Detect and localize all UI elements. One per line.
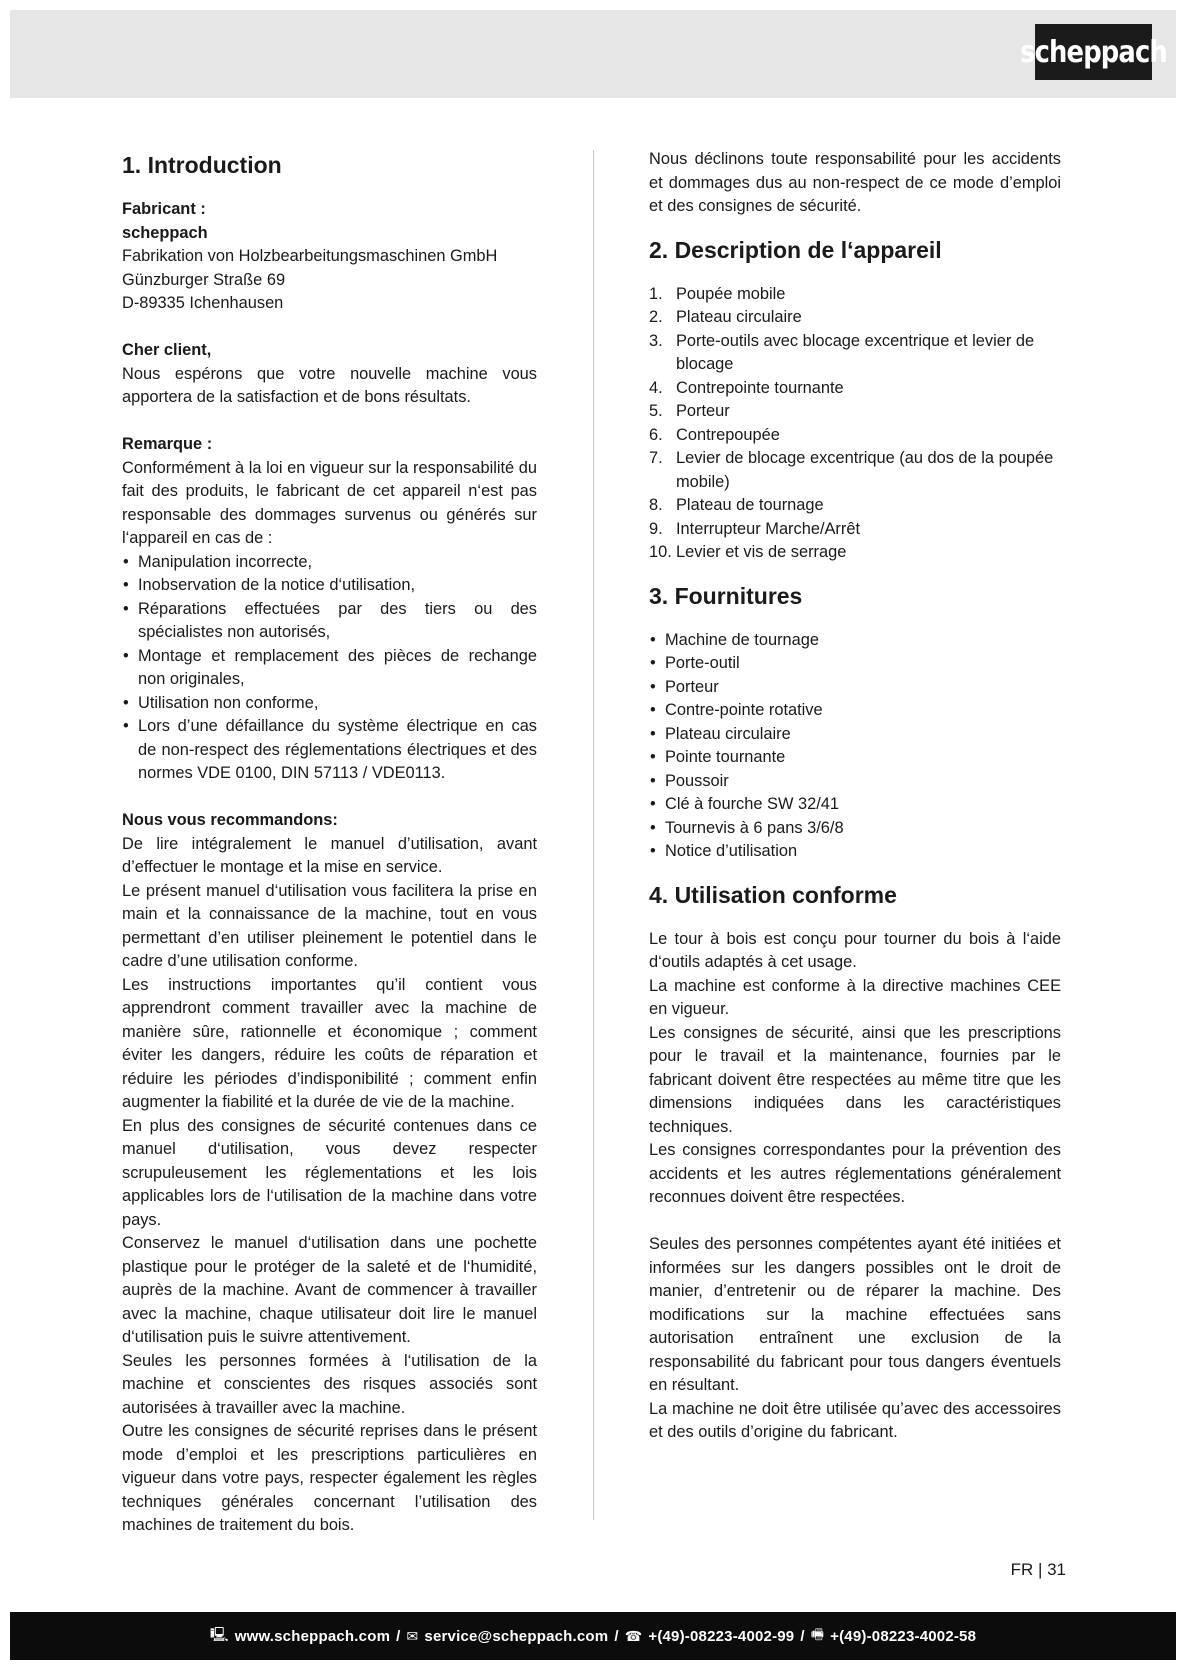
item-text: Levier et vis de serrage: [676, 543, 847, 561]
description-item: [649, 283, 1061, 307]
use-paragraph: Seules des personnes compétentes ayant été initiées et informées sur les dangers possibles ont le droit de manier, d’entretenir ou de réparer la machine. Des modifications sur la machine effectuées sans autorisation entraînent une exclusion de la responsabilité du fabricant pour tous dangers éventuels en résultant.: [649, 1235, 1061, 1394]
right-column: [649, 148, 1061, 1445]
scheppach-logo: scheppach: [1035, 24, 1152, 80]
client-label: Cher client,: [122, 341, 212, 359]
recommend-paragraph: En plus des consignes de sécurité contenues dans ce manuel d‘utilisation, vous devez respecter scrupuleusement les réglementations et les lois applicables lors de l‘utilisation de la machine dans votre pays.: [122, 1116, 537, 1229]
remark-list-item: • Manipulation incorrecte,: [122, 551, 537, 575]
description-item: [649, 377, 1061, 401]
recommend-paragraph: Conservez le manuel d‘utilisation dans une pochette plastique pour le protéger de la saleté et de l‘humidité, auprès de la machine. Avant de commencer à travailler avec la machine, chaque utilisateur doit lire le manuel d‘utilisation puis le suivre attentivement.: [122, 1234, 537, 1346]
header-band: [10, 10, 1176, 98]
section-title-use: 4. Utilisation conforme: [649, 881, 897, 908]
footer-phone: +(49)-08223-4002-99: [648, 1627, 795, 1645]
item-text: Poupée mobile: [676, 284, 786, 303]
description-item: [649, 424, 1061, 448]
use-paragraph: La machine est conforme à la directive machines CEE en vigueur.: [649, 976, 1061, 1018]
footer-separator: /: [800, 1627, 805, 1645]
item-text: Plateau de tournage: [676, 496, 824, 514]
item-number: 6.: [649, 425, 663, 444]
footer-bar: [10, 1612, 1176, 1660]
recommend-paragraph: Les instructions importantes qu’il contient vous apprendront comment travailler avec la machine de manière sûre, rationnelle et économique ; comment éviter les dangers, réduire les coûts de réparation et réduire les périodes d’indisponibilité ; comment enfin augmenter la fiabilité et la durée de vie de la machine.: [122, 975, 537, 1111]
left-column: [122, 148, 537, 1538]
fax-icon: 🖷: [810, 1626, 825, 1642]
use-paragraph: Les consignes de sécurité, ainsi que les prescriptions pour le travail et la maintenance, fournies par le fabricant doivent être respectées au même titre que les dimensions indiquées dans les caractéristiques techniques.: [649, 1023, 1061, 1136]
item-number: 9.: [649, 519, 663, 538]
item-number: 10.: [649, 543, 672, 561]
item-number: 5.: [649, 402, 663, 420]
supplies-item: • Notice d’utilisation: [649, 840, 1061, 864]
recommend-paragraph: De lire intégralement le manuel d’utilisation, avant d’effectuer le montage et la mise en service.: [122, 834, 537, 876]
use-paragraph: Les consignes correspondantes pour la prévention des accidents et les autres réglementations généralement reconnues doivent être respectées.: [649, 1141, 1061, 1206]
footer-fax: +(49)-08223-4002-58: [830, 1627, 977, 1645]
recommend-paragraph: Outre les consignes de sécurité reprises dans le présent mode d’emploi et les prescriptions particulières en vigueur dans votre pays, respecter également les règles techniques générales concernant l’utilisation des machines de traitement du bois.: [122, 1422, 537, 1534]
column-divider: [593, 150, 594, 1520]
item-number: 1.: [649, 284, 663, 303]
item-text: Plateau circulaire: [676, 308, 802, 326]
footer-email[interactable]: service@scheppach.com: [424, 1627, 609, 1645]
address-line: Fabrikation von Holzbearbeitungsmaschinen GmbH: [122, 247, 498, 265]
address-line: D-89335 Ichenhausen: [122, 294, 284, 312]
item-number: 2.: [649, 308, 663, 326]
supplies-item: • Contre-pointe rotative: [649, 699, 1061, 723]
supplies-item: • Plateau circulaire: [649, 723, 1061, 747]
remark-list-item: • Utilisation non conforme,: [122, 692, 537, 716]
supplies-item: • Porteur: [649, 676, 1061, 700]
supplies-item: • Pointe tournante: [649, 746, 1061, 770]
item-text: Contrepointe tournante: [676, 378, 844, 397]
footer-separator: /: [614, 1627, 619, 1645]
section-title-supplies: 3. Fournitures: [649, 582, 803, 609]
footer-separator: /: [396, 1627, 401, 1645]
use-paragraph: La machine ne doit être utilisée qu’avec des accessoires et des outils d’origine du fabricant.: [649, 1399, 1061, 1441]
supplies-item: • Porte-outil: [649, 652, 1061, 676]
page-number: FR | 31: [1010, 1560, 1066, 1579]
description-item: [649, 494, 1061, 518]
remark-label: Remarque :: [122, 435, 213, 453]
supplies-item: • Clé à fourche SW 32/41: [649, 793, 1061, 817]
manufacturer-name: scheppach: [122, 223, 208, 242]
phone-icon: ☎: [624, 1627, 643, 1644]
description-item: [649, 541, 1061, 565]
use-paragraph: Le tour à bois est conçu pour tourner du bois à l‘aide d‘outils adaptés à cet usage.: [649, 929, 1061, 971]
item-text: Porteur: [676, 402, 730, 420]
item-text: Porte-outils avec blocage excentrique et levier de blocage: [676, 331, 1035, 373]
section-title-description: 2. Description de l‘appareil: [649, 236, 942, 263]
remark-text: Conformément à la loi en vigueur sur la responsabilité du fait des produits, le fabricant de cet appareil n‘est pas responsable des dommages survenus ou générés sur l‘appareil en cas de :: [122, 458, 537, 547]
description-item: [649, 400, 1061, 424]
description-item: [649, 447, 1061, 494]
footer-website[interactable]: www.scheppach.com: [234, 1627, 391, 1645]
item-number: 3.: [649, 331, 663, 350]
remark-list-item: • Montage et remplacement des pièces de rechange non originales,: [122, 645, 537, 692]
description-item: [649, 518, 1061, 542]
client-text: Nous espérons que votre nouvelle machine vous apportera de la satisfaction et de bons résultats.: [122, 364, 537, 406]
item-number: 7.: [649, 449, 663, 467]
recommend-paragraph: Le présent manuel d‘utilisation vous facilitera la prise en main et la connaissance de la machine, tout en vous permettant d’en utiliser pleinement le potentiel dans le cadre d’une utilisation conforme.: [122, 881, 537, 970]
disclaimer-text: Nous déclinons toute responsabilité pour les accidents et dommages dus au non-respect de ce mode d’emploi et des consignes de sécurité.: [649, 150, 1061, 215]
item-text: Interrupteur Marche/Arrêt: [676, 519, 861, 538]
recommend-label: Nous vous recommandons:: [122, 811, 338, 829]
item-number: 8.: [649, 496, 663, 514]
remark-list-item: • Lors d’une défaillance du système électrique en cas de non-respect des réglementations électriques et des normes VDE 0100, DIN 57113 / VDE0113.: [122, 715, 537, 786]
remark-list-item: • Inobservation de la notice d‘utilisation,: [122, 574, 537, 598]
supplies-item: • Machine de tournage: [649, 629, 1061, 653]
address-line: Günzburger Straße 69: [122, 270, 286, 289]
description-item: [649, 306, 1061, 330]
item-text: Levier de blocage excentrique (au dos de la poupée mobile): [676, 449, 1054, 491]
recommend-paragraph: Seules les personnes formées à l‘utilisation de la machine et conscientes des risques associés sont autorisées à travailler avec la machine.: [122, 1351, 537, 1417]
item-text: Contrepoupée: [676, 425, 780, 444]
item-number: 4.: [649, 378, 663, 397]
manufacturer-label: Fabricant :: [122, 200, 206, 218]
email-icon: ✉: [406, 1627, 419, 1644]
supplies-item: • Tournevis à 6 pans 3/6/8: [649, 817, 1061, 841]
supplies-item: • Poussoir: [649, 770, 1061, 794]
section-title-introduction: 1. Introduction: [122, 152, 282, 178]
description-item: [649, 330, 1061, 377]
computer-icon: 🖳: [209, 1626, 229, 1642]
remark-list-item: • Réparations effectuées par des tiers ou des spécialistes non autorisés,: [122, 598, 537, 645]
